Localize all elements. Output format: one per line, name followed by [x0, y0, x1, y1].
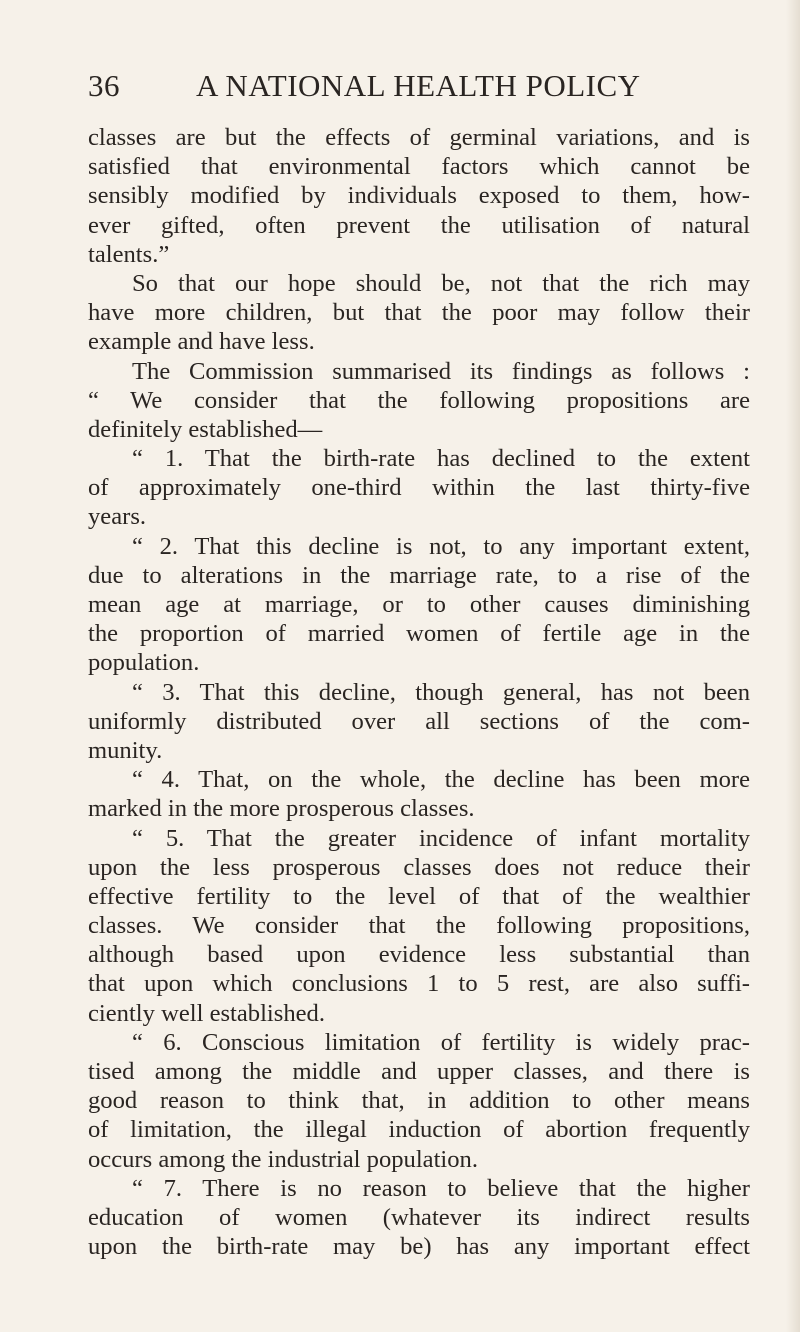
text-line: good reason to think that, in addition to other means: [88, 1087, 750, 1115]
text-line: ever gifted, often prevent the utilisation of natural: [88, 211, 750, 239]
text-line: tised among the middle and upper classes, and there is: [88, 1058, 750, 1085]
text-line: “ 5. That the greater incidence of infant mortality: [132, 824, 750, 852]
text-line: “ 1. That the birth-rate has declined to the extent: [132, 445, 750, 473]
text-line: The Commission summarised its findings as follows :: [132, 357, 750, 385]
text-line: marked in the more prosperous classes.: [88, 795, 475, 823]
text-line: definitely established—: [88, 415, 323, 443]
text-line: upon the birth-rate may be) has any important effect: [88, 1233, 750, 1261]
text-line: upon the less prosperous classes does not reduce their: [88, 853, 750, 881]
text-line: of approximately one-third within the last thirty-five: [88, 474, 750, 502]
running-title: A NATIONAL HEALTH POLICY: [196, 68, 641, 103]
text-line: “ 3. That this decline, though general, has not been: [132, 678, 750, 706]
text-line: classes. We consider that the following propositions,: [88, 912, 750, 940]
text-line: “ 2. That this decline is not, to any important extent,: [132, 532, 750, 560]
text-line: sensibly modified by individuals exposed to them, how-: [88, 182, 750, 210]
text-line: ciently well established.: [88, 999, 325, 1027]
text-line: mean age at marriage, or to other causes diminishing: [88, 591, 750, 618]
page-number: 36: [88, 68, 120, 103]
text-line: satisfied that environmental factors which cannot be: [88, 153, 750, 181]
text-line: example and have less.: [88, 328, 315, 356]
text-line: effective fertility to the level of that of the wealthier: [88, 882, 750, 910]
text-line: that upon which conclusions 1 to 5 rest, are also suffi-: [88, 970, 750, 998]
page-header: [88, 66, 748, 106]
text-line: although based upon evidence less substantial than: [88, 941, 750, 969]
page-edge-shadow: [786, 0, 800, 1332]
text-line: education of women (whatever its indirect results: [88, 1203, 750, 1231]
text-line: the proportion of married women of fertile age in the: [88, 620, 750, 648]
text-line: “ 6. Conscious limitation of fertility is widely prac-: [132, 1028, 750, 1056]
text-line: So that our hope should be, not that the rich may: [132, 269, 750, 297]
text-line: munity.: [88, 736, 163, 764]
text-line: years.: [88, 503, 147, 531]
body-text: [88, 123, 750, 1261]
text-line: “ We consider that the following propositions are: [88, 386, 750, 414]
text-line: talents.”: [88, 240, 170, 268]
text-line: classes are but the effects of germinal variations, and is: [88, 124, 750, 151]
text-line: have more children, but that the poor may follow their: [88, 299, 750, 327]
text-line: of limitation, the illegal induction of abortion frequently: [88, 1116, 750, 1144]
text-line: population.: [88, 649, 200, 677]
text-line: occurs among the industrial population.: [88, 1145, 479, 1173]
text-line: uniformly distributed over all sections of the com-: [88, 707, 750, 735]
text-line: “ 7. There is no reason to believe that the higher: [132, 1174, 750, 1202]
text-line: “ 4. That, on the whole, the decline has been more: [132, 766, 750, 794]
text-line: due to alterations in the marriage rate, to a rise of the: [88, 561, 750, 589]
